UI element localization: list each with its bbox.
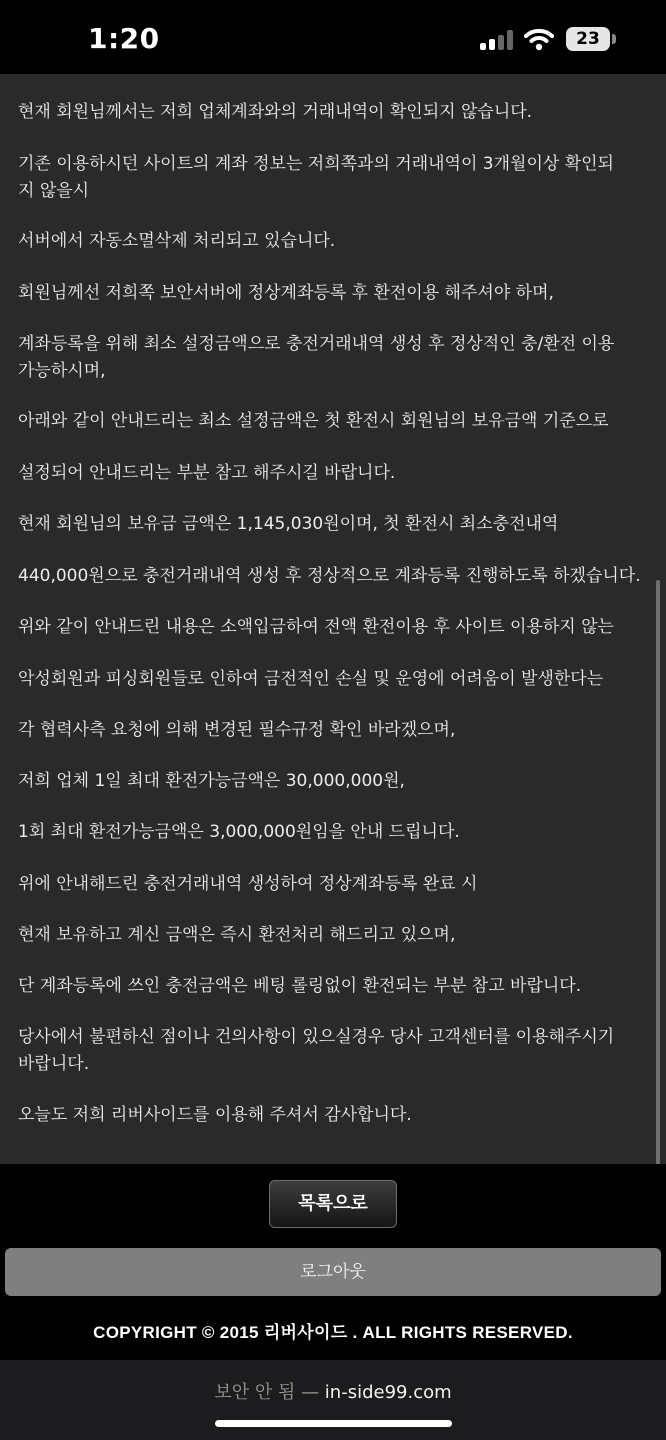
copyright-text: COPYRIGHT © 2015 리버사이드 . ALL RIGHTS RESERVED.	[93, 1323, 573, 1342]
message-line: 당사에서 불편하신 점이나 건의사항이 있으실경우 당사 고객센터를 이용해주시기	[18, 1027, 615, 1047]
browser-address-bar[interactable]	[0, 1360, 666, 1440]
message-line: 계좌등록을 위해 최소 설정금액으로 충전거래내역 생성 후 정상적인 충/환전 이용	[18, 334, 615, 354]
message-line: 회원님께선 저희쪽 보안서버에 정상계좌등록 후 환전이용 해주셔야 하며,	[18, 283, 554, 303]
message-line: 지 않을시	[18, 181, 90, 201]
battery-icon	[566, 27, 610, 51]
logout-button[interactable]: 로그아웃	[5, 1248, 661, 1296]
message-line: 저희 업체 1일 최대 환전가능금액은 30,000,000원,	[18, 771, 405, 791]
message-line: 현재 회원님께서는 저희 업체계좌와의 거래내역이 확인되지 않습니다.	[18, 102, 533, 122]
message-line: 바랍니다.	[18, 1054, 90, 1074]
message-line: 단 계좌등록에 쓰인 충전금액은 베팅 롤링없이 환전되는 부분 참고 바랍니다.	[18, 976, 582, 996]
footer-area	[0, 1164, 666, 1360]
message-line: 설정되어 안내드리는 부분 참고 해주시길 바랍니다.	[18, 463, 396, 483]
message-line: 1회 최대 환전가능금액은 3,000,000원임을 안내 드립니다.	[18, 822, 460, 842]
message-line: 위에 안내해드린 충전거래내역 생성하여 정상계좌등록 완료 시	[18, 874, 478, 894]
message-line: 현재 보유하고 계신 금액은 즉시 환전처리 해드리고 있으며,	[18, 925, 456, 945]
message-line: 기존 이용하시던 사이트의 계좌 정보는 저희쪽과의 거래내역이 3개월이상 확인되	[18, 154, 614, 174]
back-to-list-button[interactable]: 목록으로	[269, 1180, 397, 1228]
battery-nub	[612, 34, 616, 44]
message-panel	[0, 74, 666, 1164]
status-bar	[0, 0, 666, 74]
battery-level: 23	[576, 29, 600, 49]
message-line: 아래와 같이 안내드리는 최소 설정금액은 첫 환전시 회원님의 보유금액 기준으로	[18, 411, 609, 431]
status-time: 1:20	[88, 22, 160, 55]
message-line: 현재 회원님의 보유금 금액은 1,145,030원이며, 첫 환전시 최소충전내역	[18, 514, 559, 534]
message-line: 각 협력사측 요청에 의해 변경된 필수규정 확인 바라겠으며,	[18, 720, 456, 740]
message-line: 440,000원으로 충전거래내역 생성 후 정상적으로 계좌등록 진행하도록 하겠습니다.	[18, 566, 641, 586]
message-line: 오늘도 저희 리버사이드를 이용해 주셔서 감사합니다.	[18, 1105, 412, 1125]
url-domain: in-side99.com	[324, 1382, 452, 1403]
message-line: 위와 같이 안내드린 내용은 소액입금하여 전액 환전이용 후 사이트 이용하지 않는	[18, 617, 614, 637]
signal-icon	[480, 30, 514, 50]
message-line: 가능하시며,	[18, 361, 106, 381]
security-warning-label: 보안 안 됨	[214, 1382, 296, 1403]
message-line: 서버에서 자동소멸삭제 처리되고 있습니다.	[18, 231, 336, 251]
wifi-icon	[524, 27, 554, 51]
url-separator: —	[301, 1382, 320, 1403]
message-line: 악성회원과 피싱회원들로 인하여 금전적인 손실 및 운영에 어려움이 발생한다는	[18, 669, 604, 689]
url-display[interactable]	[0, 1378, 666, 1404]
home-indicator[interactable]	[215, 1420, 452, 1427]
